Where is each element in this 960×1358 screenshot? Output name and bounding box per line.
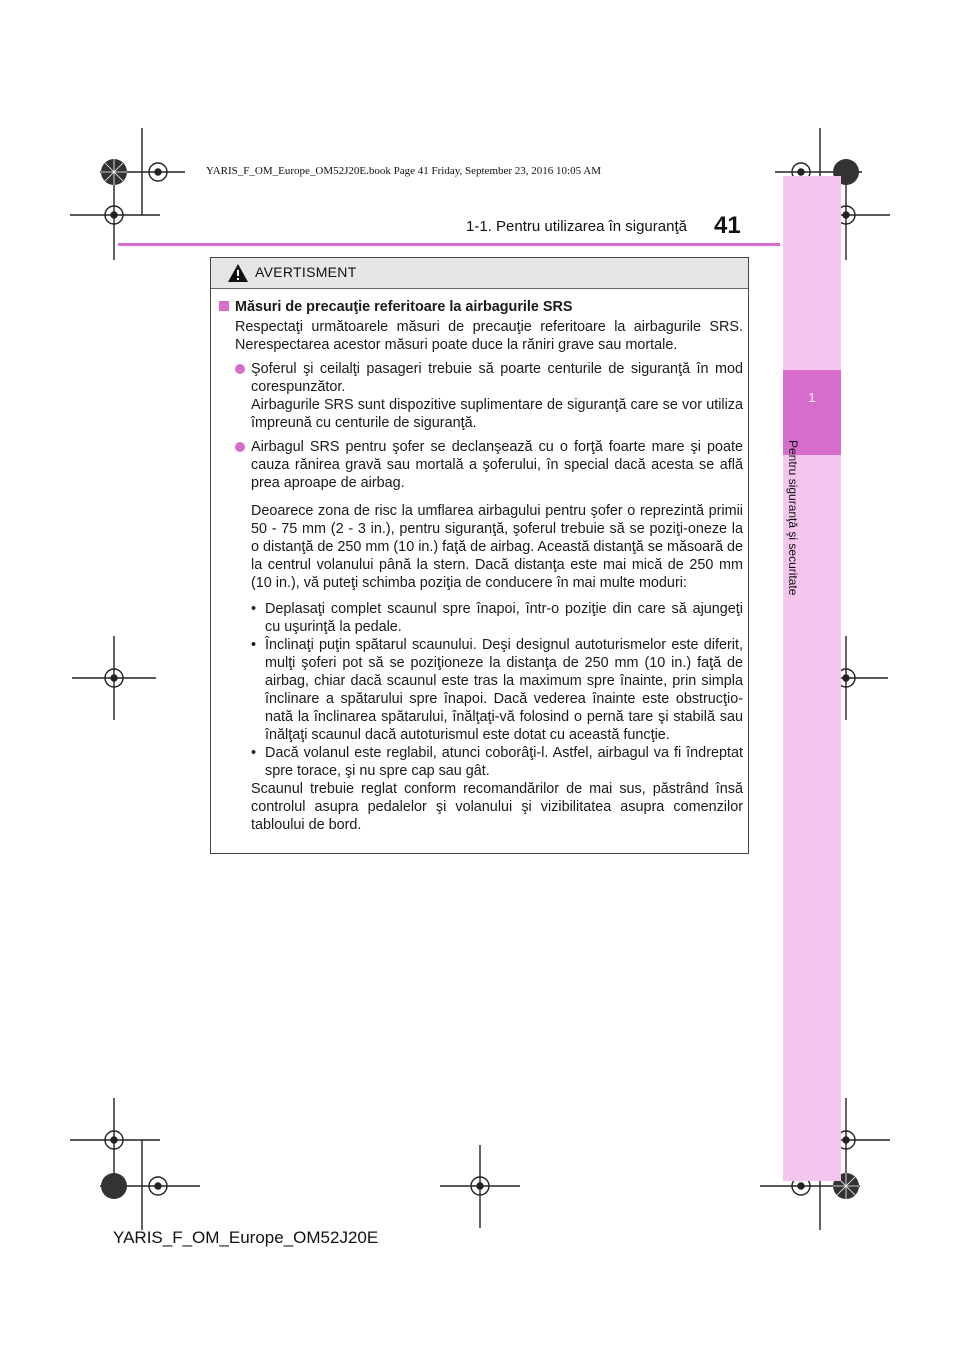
warning-header xyxy=(211,258,748,289)
footer-code: YARIS_F_OM_Europe_OM52J20E xyxy=(113,1228,379,1247)
warning-label: AVERTISMENT xyxy=(255,264,357,280)
warning-content xyxy=(219,298,743,834)
bullet-symbol: • xyxy=(251,637,257,653)
list-item-text: Şoferul şi ceilalţi pasageri trebuie să poarte centurile de siguranţă în mod corespunzător. xyxy=(251,361,743,395)
bullet-list xyxy=(251,600,743,780)
bullet-item xyxy=(251,744,743,780)
bullet-item xyxy=(251,600,743,636)
bullet-text: Dacă volanul este reglabil, atunci coborâţi-l. Astfel, airbagul va fi îndreptat spre torace, şi nu spre cap sau gât. xyxy=(265,745,743,779)
chapter-title: Pentru siguranţă şi securitate xyxy=(786,440,800,596)
chapter-title-vertical xyxy=(786,440,820,640)
page-number: 41 xyxy=(714,212,741,239)
header-section-title: 1-1. Pentru utilizarea în siguranţă xyxy=(466,218,687,235)
warning-triangle-icon xyxy=(227,263,249,283)
circle-bullet-icon xyxy=(235,364,245,374)
circle-bullet-icon xyxy=(235,442,245,452)
file-info: YARIS_F_OM_Europe_OM52J20E.book Page 41 Friday, September 23, 2016 10:05 AM xyxy=(206,165,601,177)
closing-paragraph: Scaunul trebuie reglat conform recomandărilor de mai sus, păstrând însă controlul asupra pedalelor şi volanului şi vizibilitatea asupra comenzilor tabloului de bord. xyxy=(251,781,743,833)
bullet-item xyxy=(251,636,743,744)
bullet-text: Înclinaţi puţin spătarul scaunului. Deşi designul autoturismelor este diferit, mulţi şoferi pot să se poziţioneze la distanţa de 250 mm (10 in.) faţă de airbag, chiar dacă scaunul este tras la maximum spre înainte, prin simpla înclinare a spătarului spre înapoi. Dacă vederea înainte este obstrucţio-nată la înclinarea spătarului, înălţaţi-vă folosind o pernă tare şi stabilă sau înălţaţi scaunul dacă autoturismul este dotat cu această funcţie. xyxy=(265,637,743,743)
list-item xyxy=(251,360,743,432)
chapter-sidebar xyxy=(783,176,841,1181)
section-heading-text: Măsuri de precauţie referitoare la airbagurile SRS xyxy=(235,299,573,315)
bullet-symbol: • xyxy=(251,745,257,761)
list-item-text: Airbagul SRS pentru şofer se declanşează cu o forţă foarte mare şi poate cauza rănirea gravă sau mortală a şoferului, în special dacă acesta se află prea aproape de airbag. xyxy=(251,439,743,491)
section-heading xyxy=(219,298,743,316)
square-bullet-icon xyxy=(219,301,229,311)
risk-paragraph: Deoarece zona de risc la umflarea airbagului pentru şofer o reprezintă primii 50 - 75 mm (2 - 3 in.), pentru siguranţă, şoferul trebuie să se poziţi-oneze la o distanţă de 250 mm (10 in.) faţă de airbag. Această distanţă se măsoară de la centrul volanului până la stern. Dacă distanţa este mai mică de 250 mm (10 in.), vă puteţi schimba poziţia de conducere în mai multe moduri: xyxy=(251,503,743,591)
chapter-number: 1 xyxy=(808,390,816,405)
header-rule xyxy=(118,243,780,246)
warning-box xyxy=(210,257,749,854)
bullet-symbol: • xyxy=(251,601,257,617)
bullet-text: Deplasaţi complet scaunul spre înapoi, într-o poziţie din care să ajungeţi cu uşurinţă la pedale. xyxy=(265,601,743,635)
intro-paragraph: Respectaţi următoarele măsuri de precauţie referitoare la airbagurile SRS. Nerespectarea acestor măsuri poate duce la răniri grave sau mortale. xyxy=(235,319,743,353)
list-item-note: Airbagurile SRS sunt dispozitive suplimentare de siguranţă care se vor utiliza împreună cu centurile de siguranţă. xyxy=(251,397,743,431)
list-item xyxy=(251,438,743,492)
